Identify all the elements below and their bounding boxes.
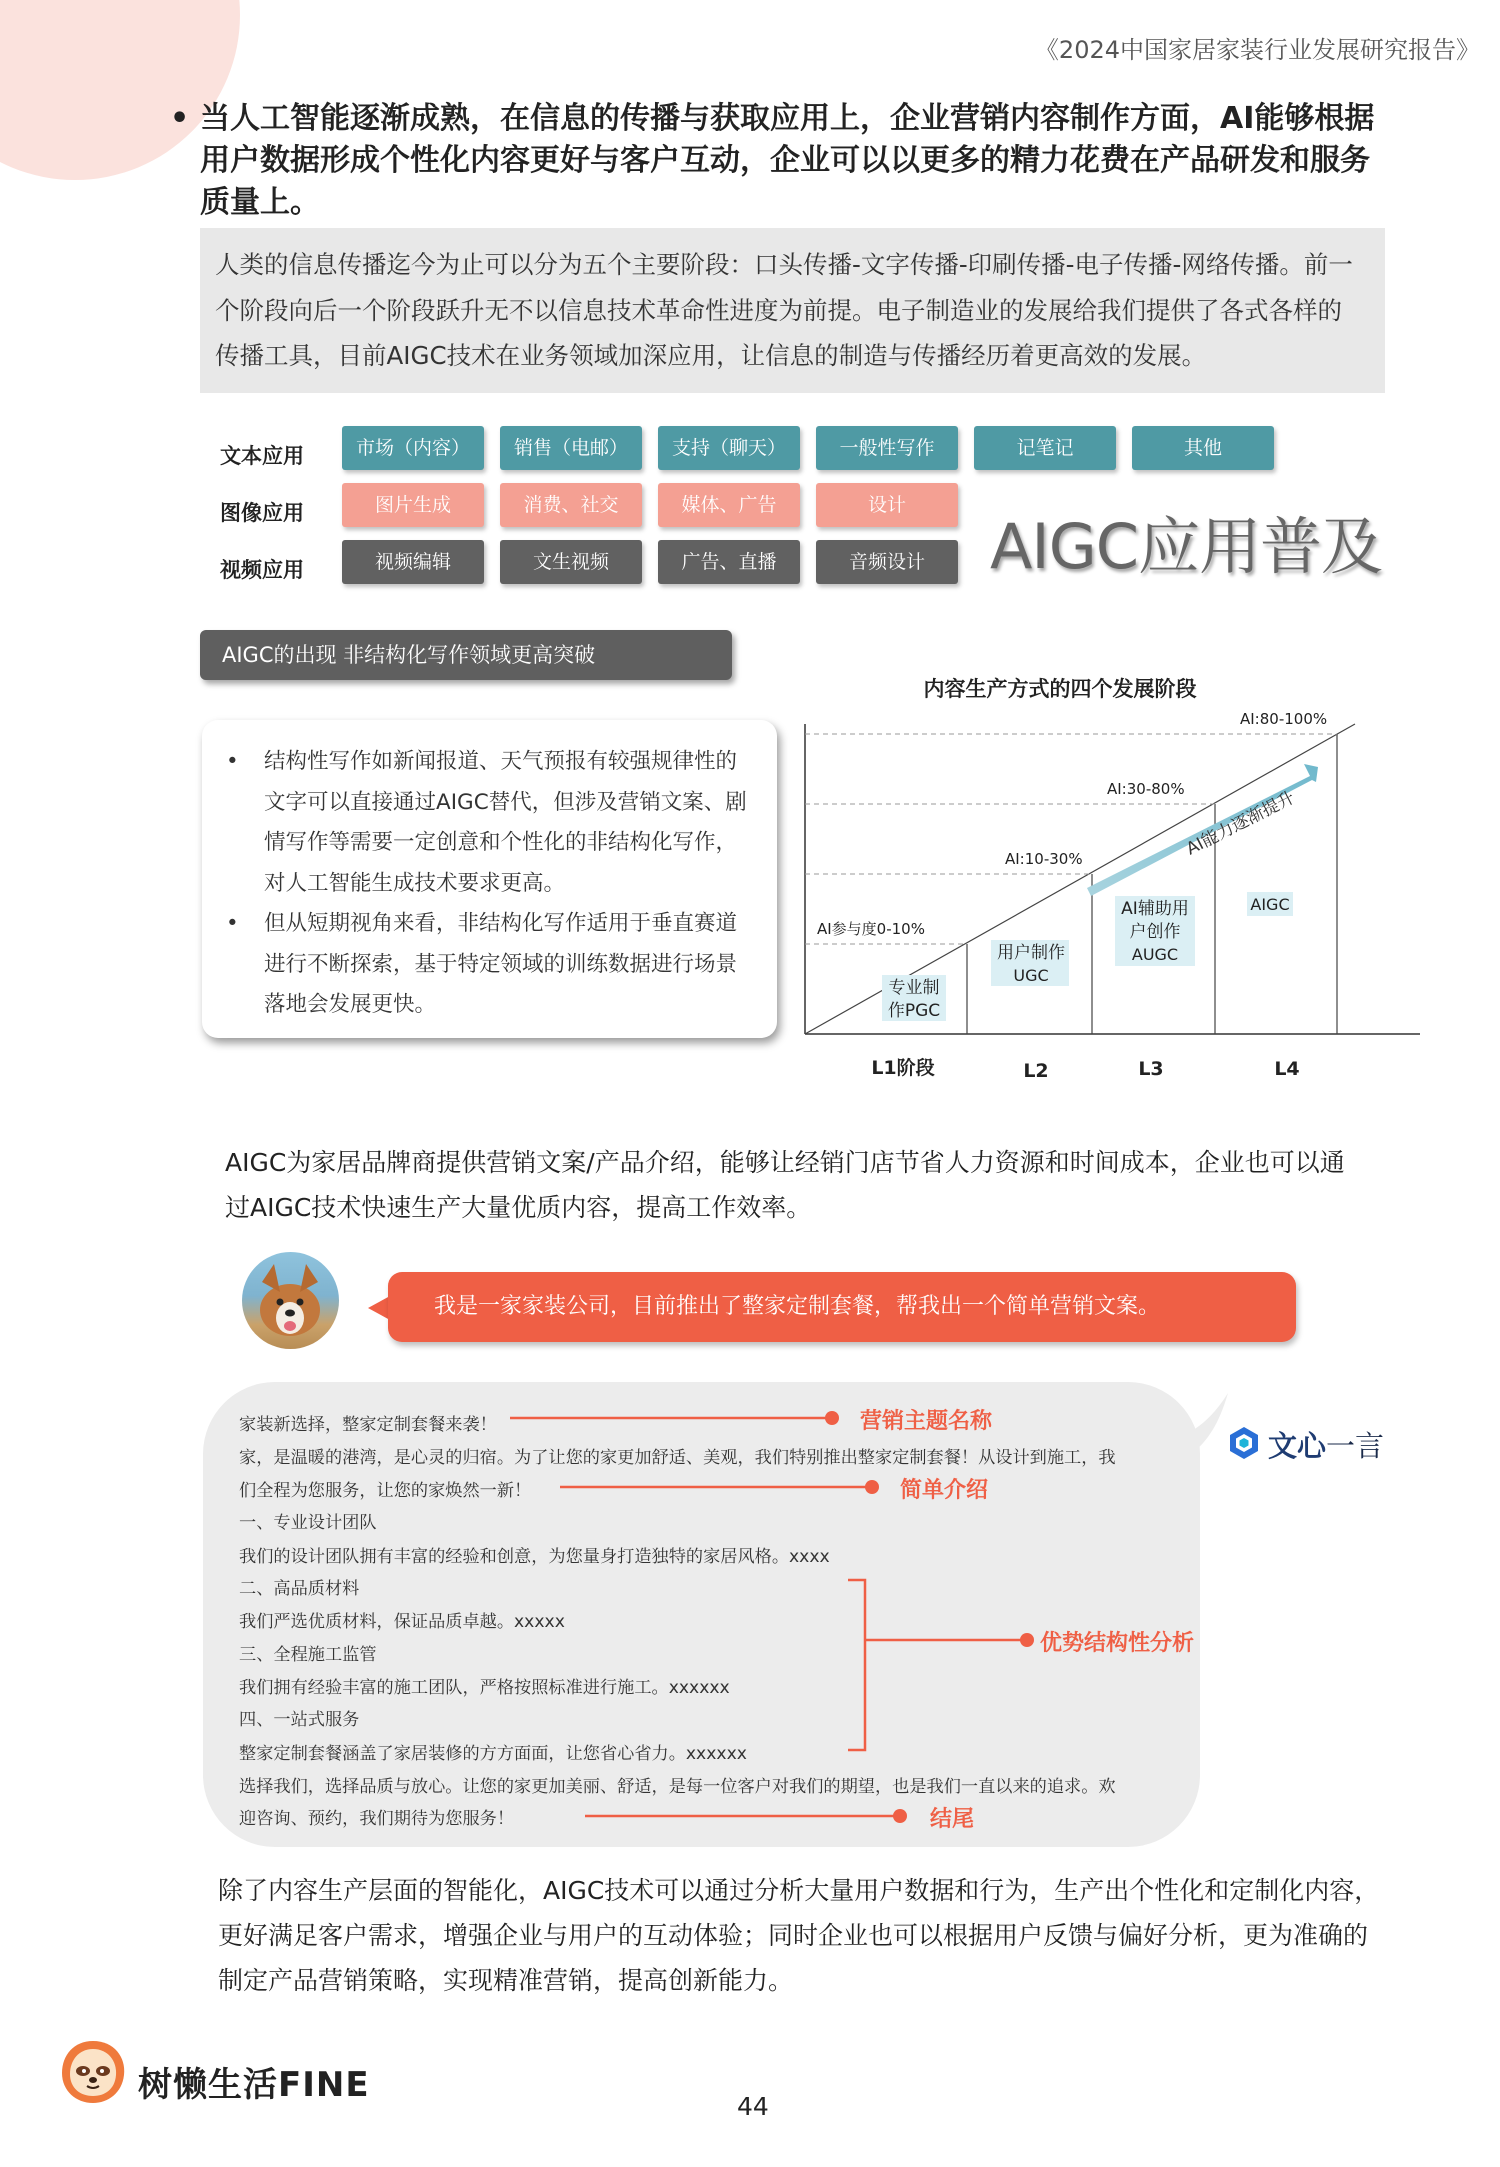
chart-title: 内容生产方式的四个发展阶段 xyxy=(923,677,1197,701)
row-label-video: 视频应用 xyxy=(220,558,304,582)
bullet-item xyxy=(226,742,754,904)
mode-label: 作PGC xyxy=(887,1001,941,1021)
bullet-item xyxy=(226,904,754,1026)
info-box xyxy=(200,228,1385,393)
mode-label: 户创作 xyxy=(1129,922,1181,942)
chip-video-live: 广告、直播 xyxy=(658,540,800,584)
paragraph-aigc-marketing: AIGC为家居品牌商提供营销文案/产品介绍，能够让经销门店节省人力资源和时间成本，企业也可以通过AIGC技术快速生产大量优质内容，提高工作效率。 xyxy=(225,1148,1345,1222)
wenxin-name: 文心 xyxy=(1268,1429,1327,1463)
paragraph-personalization: 除了内容生产层面的智能化，AIGC技术可以通过分析大量用户数据和行为，生产出个性化和定制化内容，更好满足客户需求，增强企业与用户的互动体验；同时企业也可以根据用户反馈与偏好分析，更为准确的制定产品营销策略，实现精准营销，提高创新能力。 xyxy=(218,1876,1380,1995)
arrow-label: AI能力逐渐提升 xyxy=(1183,787,1298,860)
chip-video-edit: 视频编辑 xyxy=(342,540,484,584)
response-line: 选择我们，选择品质与放心。让您的家更加美丽、舒适，是每一位客户对我们的期望，也是我们一直以来的追求。欢 xyxy=(239,1777,1116,1797)
stage-label: L4 xyxy=(1274,1058,1300,1080)
bullet-box xyxy=(202,720,777,1038)
chip-text-sales: 销售（电邮） xyxy=(500,426,642,470)
bullet-text: 但从短期视角来看，非结构化写作适用于垂直赛道进行不断探索，基于特定领域的训练数据进行场景落地会发展更快。 xyxy=(264,911,738,1017)
response-line: 们全程为您服务，让您的家焕然一新！ xyxy=(239,1481,532,1501)
chip-text-notes: 记笔记 xyxy=(974,426,1116,470)
mode-label: 用户制作 xyxy=(997,943,1065,963)
bullet-dot: • xyxy=(226,911,239,936)
chip-text-market: 市场（内容） xyxy=(342,426,484,470)
user-avatar xyxy=(242,1252,339,1349)
ai-level-label: AI:30-80% xyxy=(1107,780,1185,798)
chip-text-general: 一般性写作 xyxy=(816,426,958,470)
prompt-bubble: 我是一家家装公司，目前推出了整家定制套餐，帮我出一个简单营销文案。 xyxy=(388,1272,1296,1342)
annotation-theme: 营销主题名称 xyxy=(860,1409,993,1434)
response-line: 家装新选择，整家定制套餐来袭！ xyxy=(239,1415,497,1435)
sloth-logo-icon xyxy=(56,2035,130,2109)
ai-level-label: AI:10-30% xyxy=(1005,850,1083,868)
annotation-advantages: 优势结构性分析 xyxy=(1040,1631,1195,1656)
response-line: 家，是温暖的港湾，是心灵的归宿。为了让您的家更加舒适、美观，我们特别推出整家定制套餐！从设计到施工，我 xyxy=(239,1448,1116,1468)
annotation-ending: 结尾 xyxy=(930,1807,975,1832)
intro-paragraph xyxy=(170,98,1380,224)
annotation-intro: 简单介绍 xyxy=(900,1478,989,1503)
bullet-text: 结构性写作如新闻报道、天气预报有较强规律性的文字可以直接通过AIGC替代，但涉及营销文案、剧情写作等需要一定创意和个性化的非结构化写作，对人工智能生成技术要求更高。 xyxy=(264,749,747,896)
ai-level-label: AI参与度0-10% xyxy=(817,920,925,938)
wenxin-logo-icon xyxy=(1228,1426,1260,1460)
chip-image-gen: 图片生成 xyxy=(342,483,484,527)
mode-label: UGC xyxy=(1013,966,1049,985)
page-number: 44 xyxy=(737,2092,769,2121)
response-line: 我们的设计团队拥有丰富的经验和创意，为您量身打造独特的家居风格。xxxx xyxy=(239,1547,830,1567)
row-label-image: 图像应用 xyxy=(220,501,304,525)
mode-label: AUGC xyxy=(1131,945,1179,964)
mode-label: AI辅助用 xyxy=(1121,899,1189,919)
info-box-text: 人类的信息传播迄今为止可以分为五个主要阶段：口头传播-文字传播-印刷传播-电子传播-网络传播。前一个阶段向后一个阶段跃升无不以信息技术革命性进度为前提。电子制造业的发展给我们提供了各式各样的传播工具，目前AIGC技术在业务领域加深应用，让信息的制造与传播经历着更高效的发展。 xyxy=(215,250,1353,370)
response-line: 我们严选优质材料，保证品质卓越。xxxxx xyxy=(239,1612,565,1632)
chip-image-media: 媒体、广告 xyxy=(658,483,800,527)
chip-video-audio: 音频设计 xyxy=(816,540,958,584)
response-line: 整家定制套餐涵盖了家居装修的方方面面，让您省心省力。xxxxxx xyxy=(239,1744,747,1764)
wenxin-suffix: 一言 xyxy=(1326,1429,1385,1463)
response-line: 三、全程施工监管 xyxy=(239,1645,377,1665)
dog-avatar-icon xyxy=(242,1252,339,1349)
mode-label: 专业制 xyxy=(888,978,940,998)
stage-label: L3 xyxy=(1138,1058,1164,1080)
response-line: 迎咨询、预约，我们期待为您服务！ xyxy=(239,1809,515,1829)
report-title: 《2024中国家居家装行业发展研究报告》 xyxy=(1034,36,1480,64)
row-label-text: 文本应用 xyxy=(220,444,304,468)
chip-video-t2v: 文生视频 xyxy=(500,540,642,584)
stage-label: L1阶段 xyxy=(871,1057,935,1079)
response-line: 一、专业设计团队 xyxy=(239,1513,377,1533)
section-tag: AIGC的出现 非结构化写作领域更高突破 xyxy=(200,630,732,680)
aigc-banner: AIGC应用普及 xyxy=(990,510,1383,583)
wenxin-brand xyxy=(1268,1424,1384,1465)
brand-logo-text: 树懒生活FINE xyxy=(138,2065,370,2105)
ai-level-label: AI:80-100% xyxy=(1240,710,1328,728)
chip-text-other: 其他 xyxy=(1132,426,1274,470)
chip-image-design: 设计 xyxy=(816,483,958,527)
content-stages-chart xyxy=(795,672,1425,1092)
chip-text-support: 支持（聊天） xyxy=(658,426,800,470)
response-line: 我们拥有经验丰富的施工团队，严格按照标准进行施工。xxxxxx xyxy=(239,1678,730,1698)
bullet-dot: • xyxy=(226,749,239,774)
intro-text: 当人工智能逐渐成熟，在信息的传播与获取应用上，企业营销内容制作方面，AI能够根据用户数据形成个性化内容更好与客户互动，企业可以以更多的精力花费在产品研发和服务质量上。 xyxy=(200,101,1375,220)
response-line: 二、高品质材料 xyxy=(239,1579,360,1599)
chip-image-social: 消费、社交 xyxy=(500,483,642,527)
mode-label: AIGC xyxy=(1250,895,1290,914)
stage-label: L2 xyxy=(1023,1060,1049,1082)
response-line: 四、一站式服务 xyxy=(239,1710,360,1730)
bullet-dot: • xyxy=(170,101,190,136)
